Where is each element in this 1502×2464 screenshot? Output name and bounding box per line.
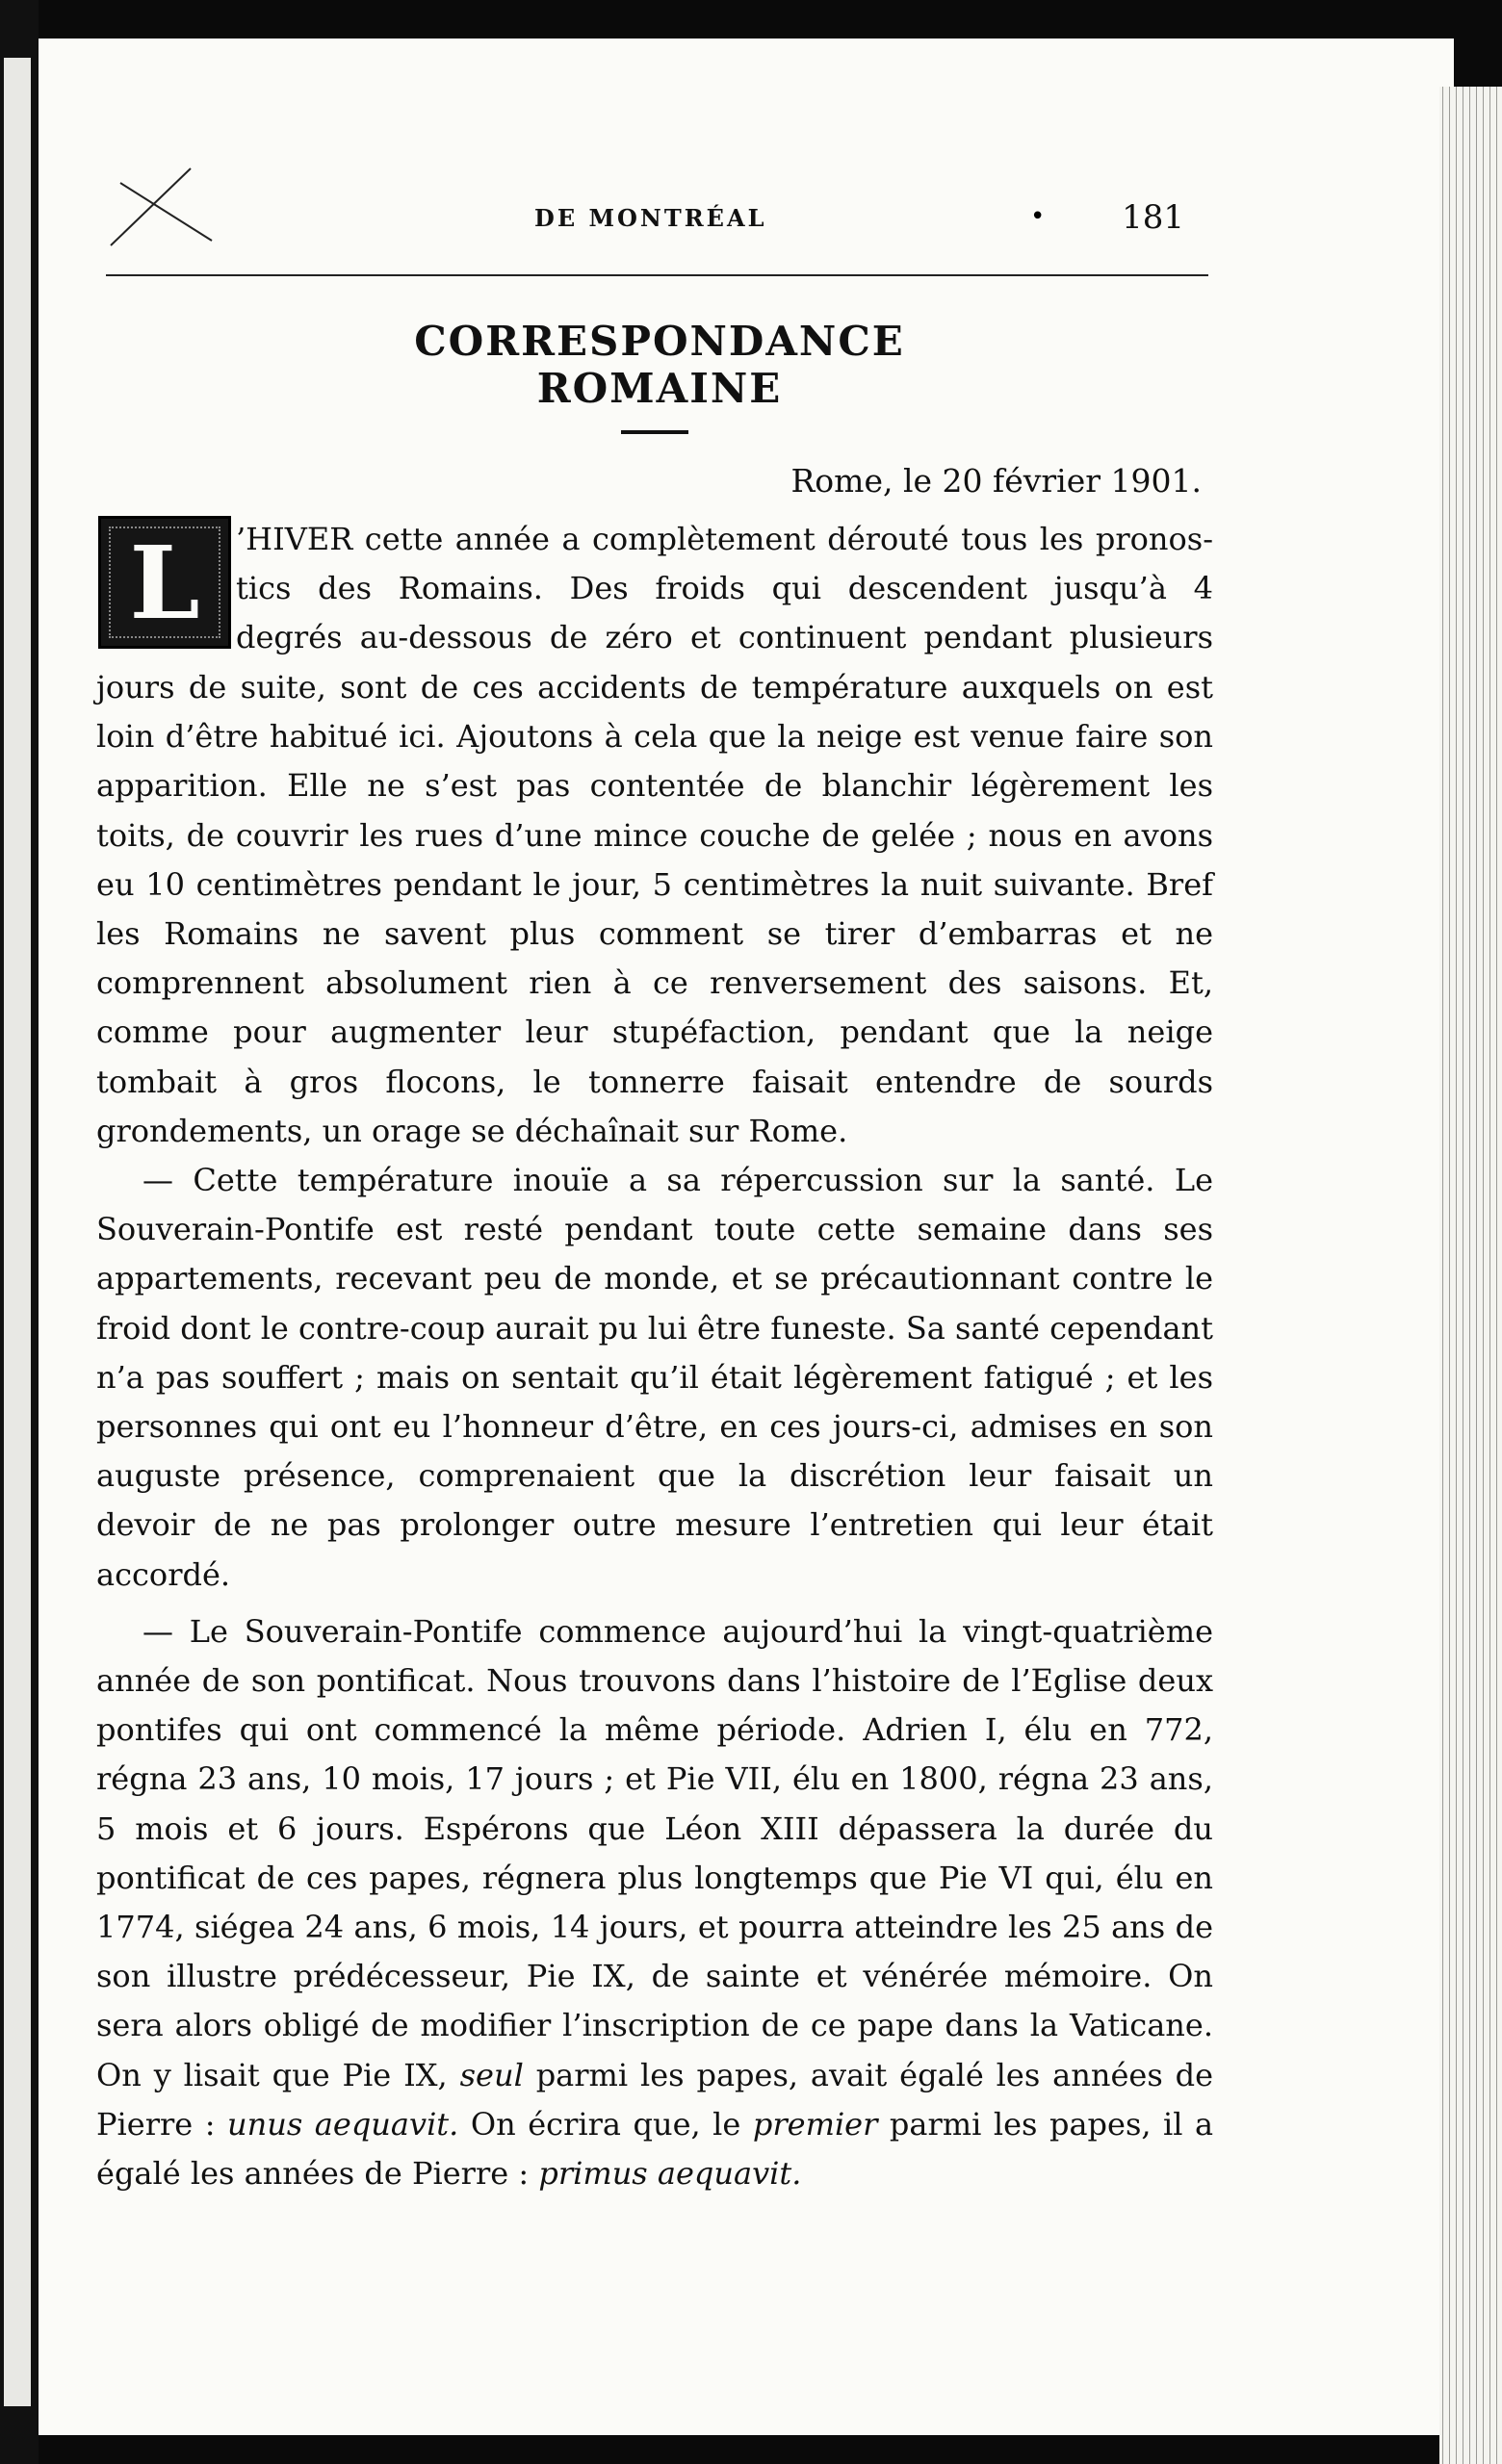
running-header	[106, 192, 1208, 276]
italic-premier: premier	[752, 2105, 878, 2143]
drop-cap-initial: L	[98, 516, 231, 649]
paragraph-3-text: — Le Souverain-Pontife commence aujourd’hui la vingt-quatrième année de son pontificat. Nous trouvons dans l’histoire de l’Eglise deux pontifes qui ont commencé la même période. Adrien I, élu en 772, régna 23 ans, 10 mois, 17 jours ; et Pie VII, élu en 1800, régna 23 ans, 5 mois et 6 jours. Espérons que Léon XIII dépassera la durée du pontificat de ces papes, régnera plus longtemps que Pie VI qui, élu en 1774, siégea 24 ans, 6 mois, 14 jours, et pourra atteindre les 25 ans de son illustre prédécesseur, Pie IX, de sainte et vénérée mémoire. On sera alors obligé de modifier l’inscription de ce pape dans la Vaticane. On y lisait que Pie IX,	[96, 1612, 1213, 2093]
dateline: Rome, le 20 février 1901.	[790, 462, 1202, 500]
italic-primus-aequavit: primus aequavit.	[538, 2155, 802, 2193]
text-line: ’HIVER cette année a complètement dérouté tous les pronos-	[236, 521, 1213, 557]
article-title: CORRESPONDANCE ROMAINE	[414, 318, 905, 412]
paragraph-1: jours de suite, sont de ces accidents de température auxquels on est loin d’être habitué ici. Ajoutons à cela que la neige est venue faire son apparition. Elle ne s’est pas contentée de blanchir légèrement les toits, de couvrir les rues d’une mince couche de gelée ; nous en avons eu 10 centimètres pendant le jour, 5 centimètres la nuit suivante. Bref les Romains ne savent plus comment se tirer d’embarras et ne comprennent absolument rien à ce renversement des saisons. Et, comme pour augmenter leur stupéfaction, pendant que la neige tombait à gros flocons, le tonnerre faisait entendre de sourds grondements, un orage se déchaînait sur Rome.	[96, 669, 1213, 1149]
text-line: degrés au-dessous de zéro et continuent pendant plusieurs	[236, 619, 1213, 656]
article-body	[96, 663, 1213, 2198]
paragraph-3-text-b: parmi les papes, avait égalé les années de Pierre :	[96, 2056, 1214, 2143]
header-bullet: •	[1030, 202, 1046, 231]
running-title: DE MONTRÉAL	[534, 204, 767, 232]
title-rule	[621, 430, 688, 434]
page-edges	[1439, 87, 1502, 2464]
paragraph-3-text-c: On écrira que, le	[470, 2105, 741, 2143]
italic-unus-aequavit: unus aequavit.	[227, 2105, 459, 2143]
previous-page-edge	[4, 58, 31, 2406]
page-number: 181	[1122, 198, 1184, 237]
paragraph-3-text-d: parmi les papes, il a égalé les années de Pierre :	[96, 2105, 1214, 2193]
italic-seul: seul	[459, 2056, 524, 2093]
paragraph-1-lead	[96, 515, 1213, 663]
paragraph-3	[96, 1607, 1213, 2198]
text-line: tics des Romains. Des froids qui descendent jusqu’à 4	[236, 570, 1213, 607]
book-binding	[0, 0, 39, 2464]
paragraph-2: — Cette température inouïe a sa répercussion sur la santé. Le Souverain-Pontife est resté pendant toute cette semaine dans ses appartements, recevant peu de monde, et se précautionnant contre le froid dont le contre-coup aurait pu lui être funeste. Sa santé cependant n’a pas souffert ; mais on sentait qu’il était légèrement fatigué ; et les personnes qui ont eu l’honneur d’être, en ces jours-ci, admises en son auguste présence, comprenaient que la discrétion leur faisait un devoir de ne pas prolonger outre mesure l’entretien qui leur était accordé.	[96, 1162, 1213, 1593]
